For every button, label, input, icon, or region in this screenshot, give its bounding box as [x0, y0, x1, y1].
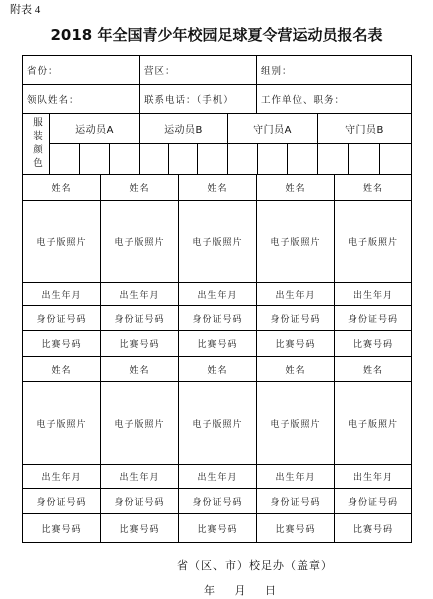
player-photo-cell: 电子版照片: [179, 382, 257, 465]
player-photo-cell: 电子版照片: [23, 382, 101, 465]
player-name-cell: 姓名: [101, 175, 179, 201]
color-entry-cell: [258, 144, 288, 175]
birth-date-cell: 出生年月: [335, 465, 412, 489]
player-name-cell: 姓名: [23, 175, 101, 201]
match-number-cell: 比赛号码: [179, 514, 257, 543]
player-photo-cell: 电子版照片: [101, 201, 179, 283]
birth-date-cell: 出生年月: [257, 465, 335, 489]
match-number-cell: 比赛号码: [23, 331, 101, 357]
registration-table: [22, 55, 412, 543]
birth-date-cell: 出生年月: [101, 283, 179, 306]
player-photo-cell: 电子版照片: [257, 382, 335, 465]
goalkeeper-b-color-header: 守门员B: [318, 114, 412, 144]
birth-date-cell: 出生年月: [179, 465, 257, 489]
birth-date-cell: 出生年月: [335, 283, 412, 306]
color-entry-cell: [380, 144, 412, 175]
match-number-cell: 比赛号码: [335, 514, 412, 543]
player-block-1: [22, 175, 412, 357]
color-entry-cell: [80, 144, 110, 175]
camp-area-field: 营区：: [140, 56, 257, 85]
match-number-cell: 比赛号码: [257, 514, 335, 543]
match-number-cell: 比赛号码: [101, 331, 179, 357]
player-name-cell: 姓名: [101, 357, 179, 382]
team-leader-name-field: 领队姓名：: [23, 85, 140, 114]
id-number-cell: 身份证号码: [335, 306, 412, 331]
id-number-cell: 身份证号码: [257, 306, 335, 331]
player-a-color-header: 运动员A: [50, 114, 140, 144]
color-entry-cell: [349, 144, 380, 175]
player-name-cell: 姓名: [257, 357, 335, 382]
player-name-cell: 姓名: [257, 175, 335, 201]
annex-label: 附表 4: [10, 4, 41, 16]
player-photo-cell: 电子版照片: [23, 201, 101, 283]
color-entry-cell: [198, 144, 228, 175]
id-number-cell: 身份证号码: [23, 306, 101, 331]
player-name-cell: 姓名: [335, 175, 412, 201]
id-number-cell: 身份证号码: [179, 306, 257, 331]
goalkeeper-a-color-header: 守门员A: [228, 114, 318, 144]
match-number-cell: 比赛号码: [335, 331, 412, 357]
form-title: 2018 年全国青少年校园足球夏令营运动员报名表: [50, 26, 383, 44]
birth-date-cell: 出生年月: [257, 283, 335, 306]
date-line: 年 月 日: [204, 584, 276, 597]
color-entry-cell: [110, 144, 140, 175]
color-entry-cell: [50, 144, 80, 175]
id-number-cell: 身份证号码: [257, 489, 335, 514]
id-number-cell: 身份证号码: [101, 306, 179, 331]
birth-date-cell: 出生年月: [101, 465, 179, 489]
player-photo-cell: 电子版照片: [101, 382, 179, 465]
player-name-cell: 姓名: [179, 175, 257, 201]
uniform-color-section: [22, 114, 412, 175]
player-block-2: [22, 357, 412, 543]
birth-date-cell: 出生年月: [179, 283, 257, 306]
office-stamp-line: 省（区、市）校足办（盖章）: [177, 559, 333, 572]
group-field: 组别：: [257, 56, 412, 85]
uniform-color-label: 服装颜色: [23, 114, 50, 175]
color-entry-cell: [169, 144, 198, 175]
match-number-cell: 比赛号码: [101, 514, 179, 543]
match-number-cell: 比赛号码: [179, 331, 257, 357]
team-info-section: [22, 55, 412, 114]
province-field: 省份：: [23, 56, 140, 85]
player-photo-cell: 电子版照片: [257, 201, 335, 283]
player-photo-cell: 电子版照片: [335, 382, 412, 465]
id-number-cell: 身份证号码: [101, 489, 179, 514]
player-photo-cell: 电子版照片: [179, 201, 257, 283]
birth-date-cell: 出生年月: [23, 283, 101, 306]
player-name-cell: 姓名: [179, 357, 257, 382]
match-number-cell: 比赛号码: [257, 331, 335, 357]
match-number-cell: 比赛号码: [23, 514, 101, 543]
work-unit-position-field: 工作单位、职务：: [257, 85, 412, 114]
player-name-cell: 姓名: [23, 357, 101, 382]
id-number-cell: 身份证号码: [179, 489, 257, 514]
id-number-cell: 身份证号码: [335, 489, 412, 514]
player-photo-cell: 电子版照片: [335, 201, 412, 283]
player-name-cell: 姓名: [335, 357, 412, 382]
birth-date-cell: 出生年月: [23, 465, 101, 489]
color-entry-cell: [318, 144, 349, 175]
id-number-cell: 身份证号码: [23, 489, 101, 514]
color-entry-cell: [288, 144, 318, 175]
color-entry-cell: [228, 144, 258, 175]
color-entry-cell: [140, 144, 169, 175]
contact-phone-field: 联系电话：（手机）: [140, 85, 257, 114]
player-b-color-header: 运动员B: [140, 114, 228, 144]
